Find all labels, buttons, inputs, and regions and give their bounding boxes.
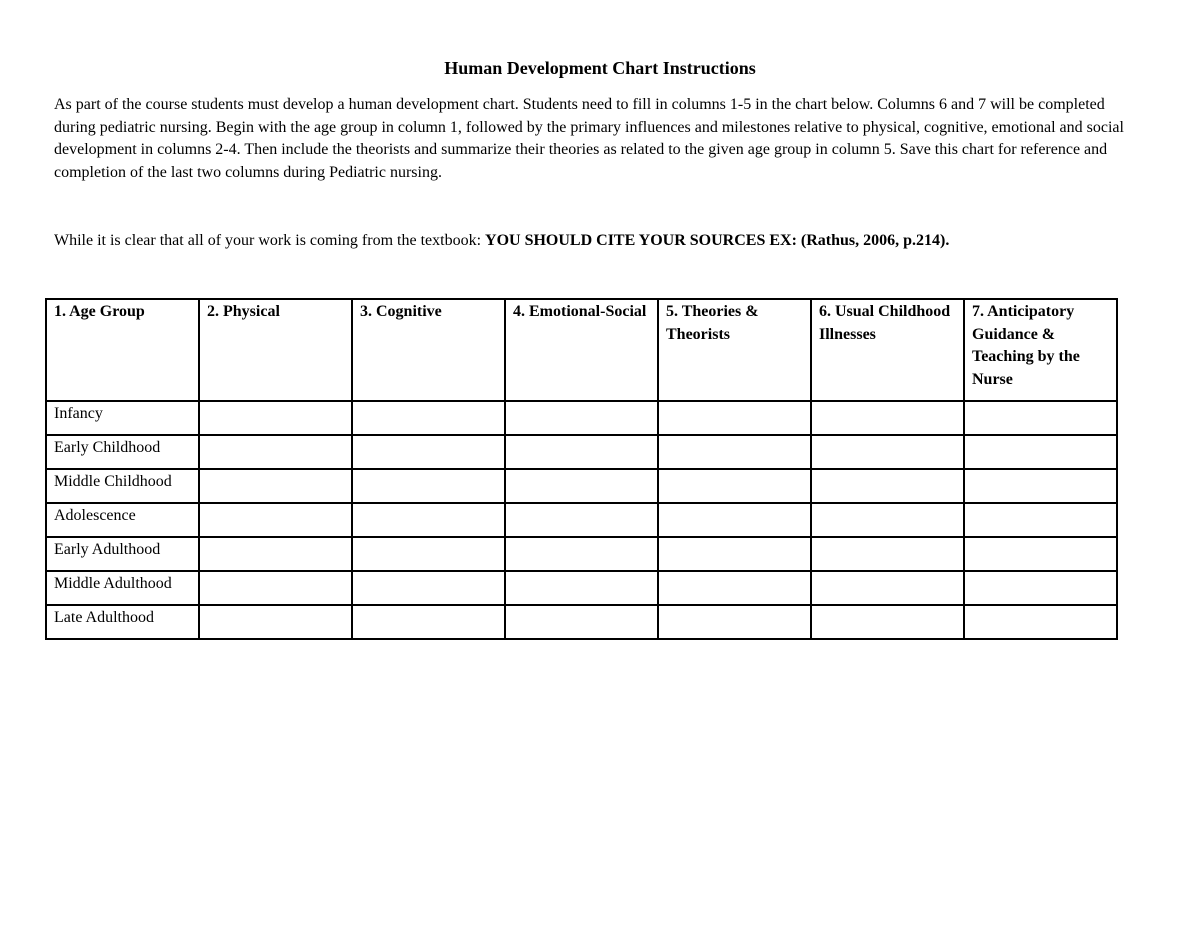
- physical-cell[interactable]: [199, 571, 352, 605]
- age-group-cell: Adolescence: [46, 503, 199, 537]
- emotional-social-cell[interactable]: [505, 435, 658, 469]
- age-group-cell: Middle Childhood: [46, 469, 199, 503]
- cognitive-cell[interactable]: [352, 537, 505, 571]
- cognitive-cell[interactable]: [352, 571, 505, 605]
- citation-note: [54, 230, 1149, 252]
- emotional-social-cell[interactable]: [505, 537, 658, 571]
- theories-cell[interactable]: [658, 435, 811, 469]
- table-row: [46, 401, 1117, 435]
- emotional-social-cell[interactable]: [505, 571, 658, 605]
- header-age-group: 1. Age Group: [46, 299, 199, 401]
- table-row: [46, 503, 1117, 537]
- theories-cell[interactable]: [658, 537, 811, 571]
- age-group-cell: Infancy: [46, 401, 199, 435]
- illnesses-cell[interactable]: [811, 571, 964, 605]
- theories-cell[interactable]: [658, 503, 811, 537]
- header-physical: 2. Physical: [199, 299, 352, 401]
- guidance-cell[interactable]: [964, 469, 1117, 503]
- illnesses-cell[interactable]: [811, 503, 964, 537]
- emotional-social-cell[interactable]: [505, 401, 658, 435]
- page-title: Human Development Chart Instructions: [444, 58, 756, 78]
- guidance-cell[interactable]: [964, 401, 1117, 435]
- age-group-cell: Middle Adulthood: [46, 571, 199, 605]
- physical-cell[interactable]: [199, 435, 352, 469]
- cognitive-cell[interactable]: [352, 435, 505, 469]
- physical-cell[interactable]: [199, 401, 352, 435]
- guidance-cell[interactable]: [964, 503, 1117, 537]
- header-theories-theorists: 5. Theories & Theorists: [658, 299, 811, 401]
- cognitive-cell[interactable]: [352, 401, 505, 435]
- citation-requirement: YOU SHOULD CITE YOUR SOURCES EX: (Rathus, 2006, p.214).: [485, 232, 950, 249]
- theories-cell[interactable]: [658, 571, 811, 605]
- physical-cell[interactable]: [199, 537, 352, 571]
- header-anticipatory-guidance: 7. Anticipatory Guidance & Teaching by the Nurse: [964, 299, 1117, 401]
- table-row: [46, 469, 1117, 503]
- table-row: [46, 605, 1117, 639]
- theories-cell[interactable]: [658, 469, 811, 503]
- guidance-cell[interactable]: [964, 605, 1117, 639]
- age-group-cell: Early Adulthood: [46, 537, 199, 571]
- cognitive-cell[interactable]: [352, 605, 505, 639]
- theories-cell[interactable]: [658, 401, 811, 435]
- header-cognitive: 3. Cognitive: [352, 299, 505, 401]
- physical-cell[interactable]: [199, 605, 352, 639]
- physical-cell[interactable]: [199, 469, 352, 503]
- theories-cell[interactable]: [658, 605, 811, 639]
- illnesses-cell[interactable]: [811, 537, 964, 571]
- emotional-social-cell[interactable]: [505, 469, 658, 503]
- instructions-paragraph: As part of the course students must develop a human development chart. Students need to fill in columns 1-5 in the chart below. Columns 6 and 7 will be completed during pediatric nursing. Begin with the age group in column 1, followed by the primary influences and milestones relative to physical, cognitive, emotional and social development in columns 2-4. Then include the theorists and summarize their theories as related to the given age group in column 5. Save this chart for reference and completion of the last two columns during Pediatric nursing.: [54, 96, 1124, 181]
- guidance-cell[interactable]: [964, 571, 1117, 605]
- table-row: [46, 435, 1117, 469]
- table-row: [46, 571, 1117, 605]
- header-emotional-social: 4. Emotional-Social: [505, 299, 658, 401]
- development-chart-table: [45, 298, 1118, 640]
- age-group-cell: Early Childhood: [46, 435, 199, 469]
- emotional-social-cell[interactable]: [505, 605, 658, 639]
- illnesses-cell[interactable]: [811, 401, 964, 435]
- guidance-cell[interactable]: [964, 435, 1117, 469]
- table-header-row: [46, 299, 1117, 401]
- age-group-cell: Late Adulthood: [46, 605, 199, 639]
- citation-note-text: While it is clear that all of your work is coming from the textbook:: [54, 232, 486, 249]
- table-row: [46, 537, 1117, 571]
- header-childhood-illnesses: 6. Usual Childhood Illnesses: [811, 299, 964, 401]
- guidance-cell[interactable]: [964, 537, 1117, 571]
- cognitive-cell[interactable]: [352, 469, 505, 503]
- emotional-social-cell[interactable]: [505, 503, 658, 537]
- cognitive-cell[interactable]: [352, 503, 505, 537]
- illnesses-cell[interactable]: [811, 605, 964, 639]
- illnesses-cell[interactable]: [811, 435, 964, 469]
- physical-cell[interactable]: [199, 503, 352, 537]
- illnesses-cell[interactable]: [811, 469, 964, 503]
